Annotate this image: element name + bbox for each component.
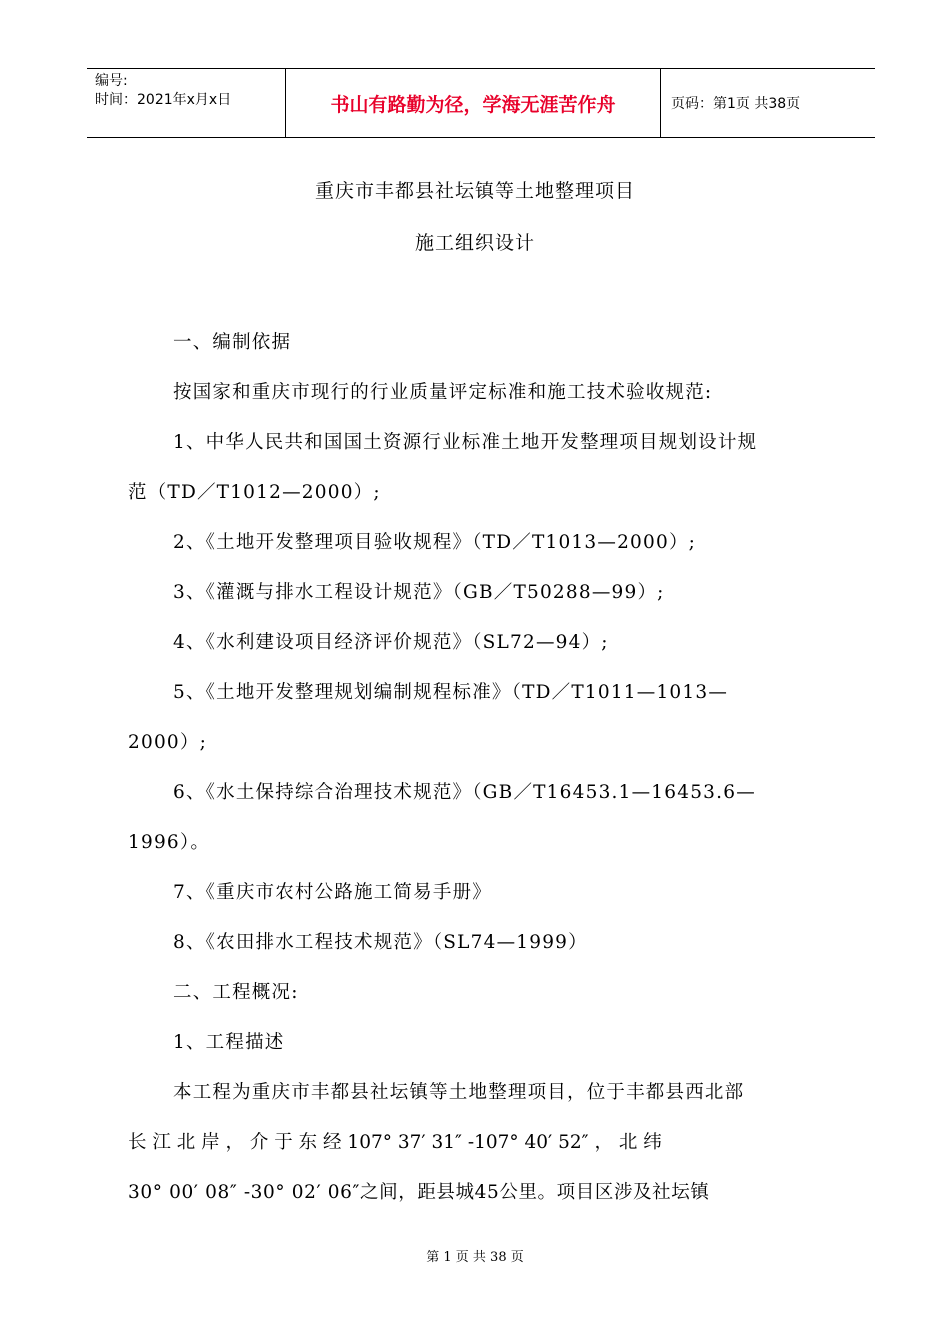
list-item: 7、《重庆市农村公路施工简易手册》 xyxy=(173,882,492,903)
list-item: 2、《土地开发整理项目验收规程》（TD／T1013—2000）; xyxy=(173,532,697,553)
list-item: 4、《水利建设项目经济评价规范》（SL72—94）; xyxy=(173,632,609,653)
section-heading: 一、编制依据 xyxy=(173,332,292,353)
subsection-heading: 1、工程描述 xyxy=(173,1032,285,1053)
doc-title: 重庆市丰都县社坛镇等土地整理项目 xyxy=(314,180,635,202)
list-item: 1、中华人民共和国国土资源行业标准土地开发整理项目规划设计规 xyxy=(173,432,758,453)
doc-time-label: 时间：2021年x月x日 xyxy=(95,92,232,108)
list-item-continuation: 2000）; xyxy=(128,732,208,753)
header-page-info: 页码：第1页 共38页 xyxy=(671,96,801,112)
section-heading: 二、工程概况: xyxy=(173,982,299,1003)
paragraph-line: 按国家和重庆市现行的行业质量评定标准和施工技术验收规范: xyxy=(173,382,713,403)
list-item-continuation: 1996）。 xyxy=(128,832,211,853)
list-item: 5、《土地开发整理规划编制规程标准》（TD／T1011—1013— xyxy=(173,682,729,703)
doc-subtitle: 施工组织设计 xyxy=(414,232,535,254)
list-item: 6、《水土保持综合治理技术规范》（GB／T16453.1—16453.6— xyxy=(173,782,756,803)
page-footer: 第 1 页 共 38 页 xyxy=(426,1250,524,1265)
page-header xyxy=(87,68,875,138)
list-item: 8、《农田排水工程技术规范》（SL74—1999） xyxy=(173,932,588,953)
paragraph-line: 本工程为重庆市丰都县社坛镇等土地整理项目，位于丰都县西北部 xyxy=(173,1082,745,1103)
list-item-continuation: 范（TD／T1012—2000）; xyxy=(128,482,381,503)
header-meta xyxy=(87,69,285,137)
header-motto: 书山有路勤为径，学海无涯苦作舟 xyxy=(285,69,661,137)
paragraph-line: 长 江 北 岸 ， 介 于 东 经 107° 37′ 31″ -107° 40′ 52″ ， 北 纬 xyxy=(128,1132,662,1153)
paragraph-line: 30° 00′ 08″ -30° 02′ 06″之间，距县城45公里。项目区涉及社坛镇 xyxy=(128,1182,710,1203)
doc-number-label: 编号: xyxy=(95,73,128,89)
list-item: 3、《灌溉与排水工程设计规范》（GB／T50288—99）; xyxy=(173,582,665,603)
